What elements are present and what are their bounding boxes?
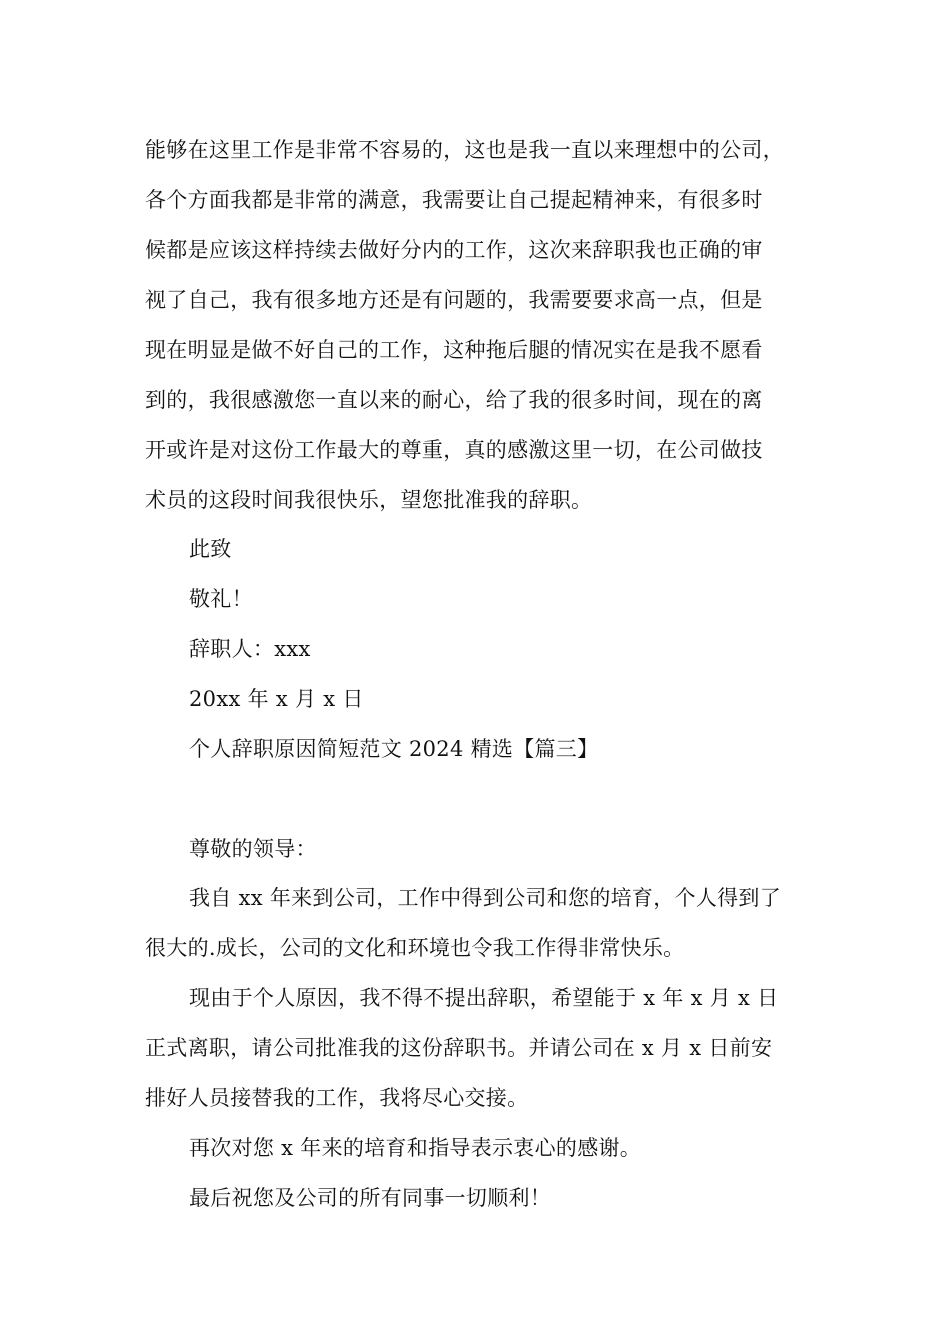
- paragraph-line: 能够在这里工作是非常不容易的，这也是我一直以来理想中的公司，: [145, 138, 784, 162]
- section-heading: 个人辞职原因简短范文 2024 精选【篇三】: [189, 737, 599, 761]
- closing-cizhi: 此致: [189, 537, 232, 561]
- paragraph-line: 现由于个人原因，我不得不提出辞职，希望能于 x 年 x 月 x 日: [189, 986, 779, 1010]
- paragraph-line: 视了自己，我有很多地方还是有问题的，我需要要求高一点，但是: [145, 288, 763, 312]
- paragraph-line: 很大的.成长，公司的文化和环境也令我工作得非常快乐。: [145, 936, 685, 960]
- paragraph-line: 我自 xx 年来到公司，工作中得到公司和您的培育，个人得到了: [189, 886, 782, 910]
- paragraph-line: 现在明显是做不好自己的工作，这种拖后腿的情况实在是我不愿看: [145, 338, 763, 362]
- closing-jingli: 敬礼！: [189, 587, 253, 611]
- paragraph-line: 各个方面我都是非常的满意，我需要让自己提起精神来，有很多时: [145, 188, 763, 212]
- paragraph-line: 到的，我很感激您一直以来的耐心，给了我的很多时间，现在的离: [145, 388, 763, 412]
- paragraph-line: 最后祝您及公司的所有同事一切顺利！: [189, 1186, 552, 1210]
- paragraph-line: 正式离职，请公司批准我的这份辞职书。并请公司在 x 月 x 日前安: [145, 1036, 773, 1060]
- paragraph-line: 排好人员接替我的工作，我将尽心交接。: [145, 1086, 529, 1110]
- salutation: 尊敬的领导：: [189, 837, 317, 861]
- date-line: 20xx 年 x 月 x 日: [189, 687, 364, 711]
- paragraph-line: 开或许是对这份工作最大的尊重，真的感激这里一切，在公司做技: [145, 438, 763, 462]
- paragraph-line: 术员的这段时间我很快乐，望您批准我的辞职。: [145, 488, 593, 512]
- signer-line: 辞职人：xxx: [189, 637, 311, 661]
- paragraph-line: 候都是应该这样持续去做好分内的工作，这次来辞职我也正确的审: [145, 238, 763, 262]
- paragraph-line: 再次对您 x 年来的培育和指导表示衷心的感谢。: [189, 1136, 642, 1160]
